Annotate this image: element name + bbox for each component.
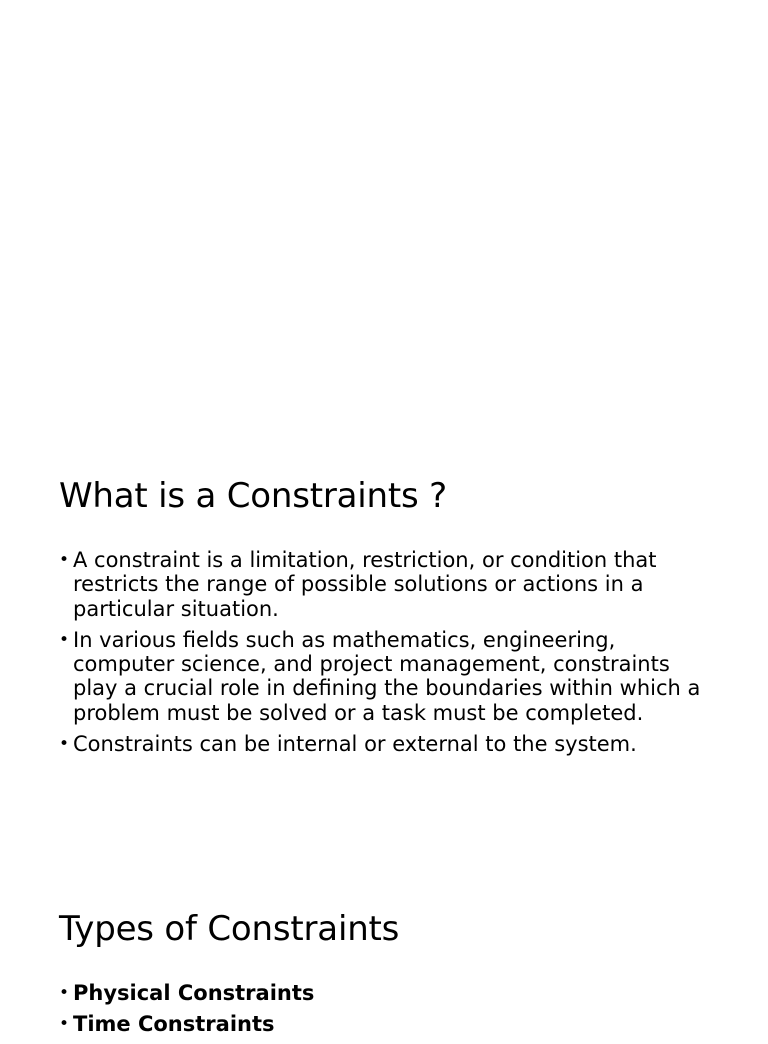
slide-constraints-definition (59, 476, 719, 763)
slide-types-of-constraints (59, 909, 719, 1044)
bullet-text: Physical Constraints (73, 981, 315, 1005)
bullet-text: Constraints can be internal or external to the system. (73, 732, 637, 757)
bullet-text: A constraint is a limitation, restriction, or condition that restricts the range of possible solutions or actions in a particular situation. (73, 548, 657, 621)
bullet-item (59, 548, 719, 621)
bullet-text: In various fields such as mathematics, engineering, computer science, and project management, constraints play a crucial role in defining the boundaries within which a problem must be solved or a task must be completed. (73, 627, 701, 725)
bullet-list (59, 548, 719, 756)
bullet-icon: • (59, 550, 70, 570)
bullet-icon: • (59, 629, 70, 650)
bullet-icon: • (59, 983, 70, 1003)
bullet-text: Time Constraints (73, 1012, 275, 1037)
bullet-list (59, 981, 719, 1037)
slide-title: What is a Constraints ? (59, 476, 447, 516)
bullet-item (59, 628, 719, 725)
bullet-item (59, 981, 719, 1005)
bullet-item (59, 1012, 719, 1036)
bullet-icon: • (59, 1014, 70, 1035)
bullet-item (59, 732, 719, 756)
bullet-icon: • (59, 734, 70, 755)
slide-title: Types of Constraints (59, 909, 400, 949)
